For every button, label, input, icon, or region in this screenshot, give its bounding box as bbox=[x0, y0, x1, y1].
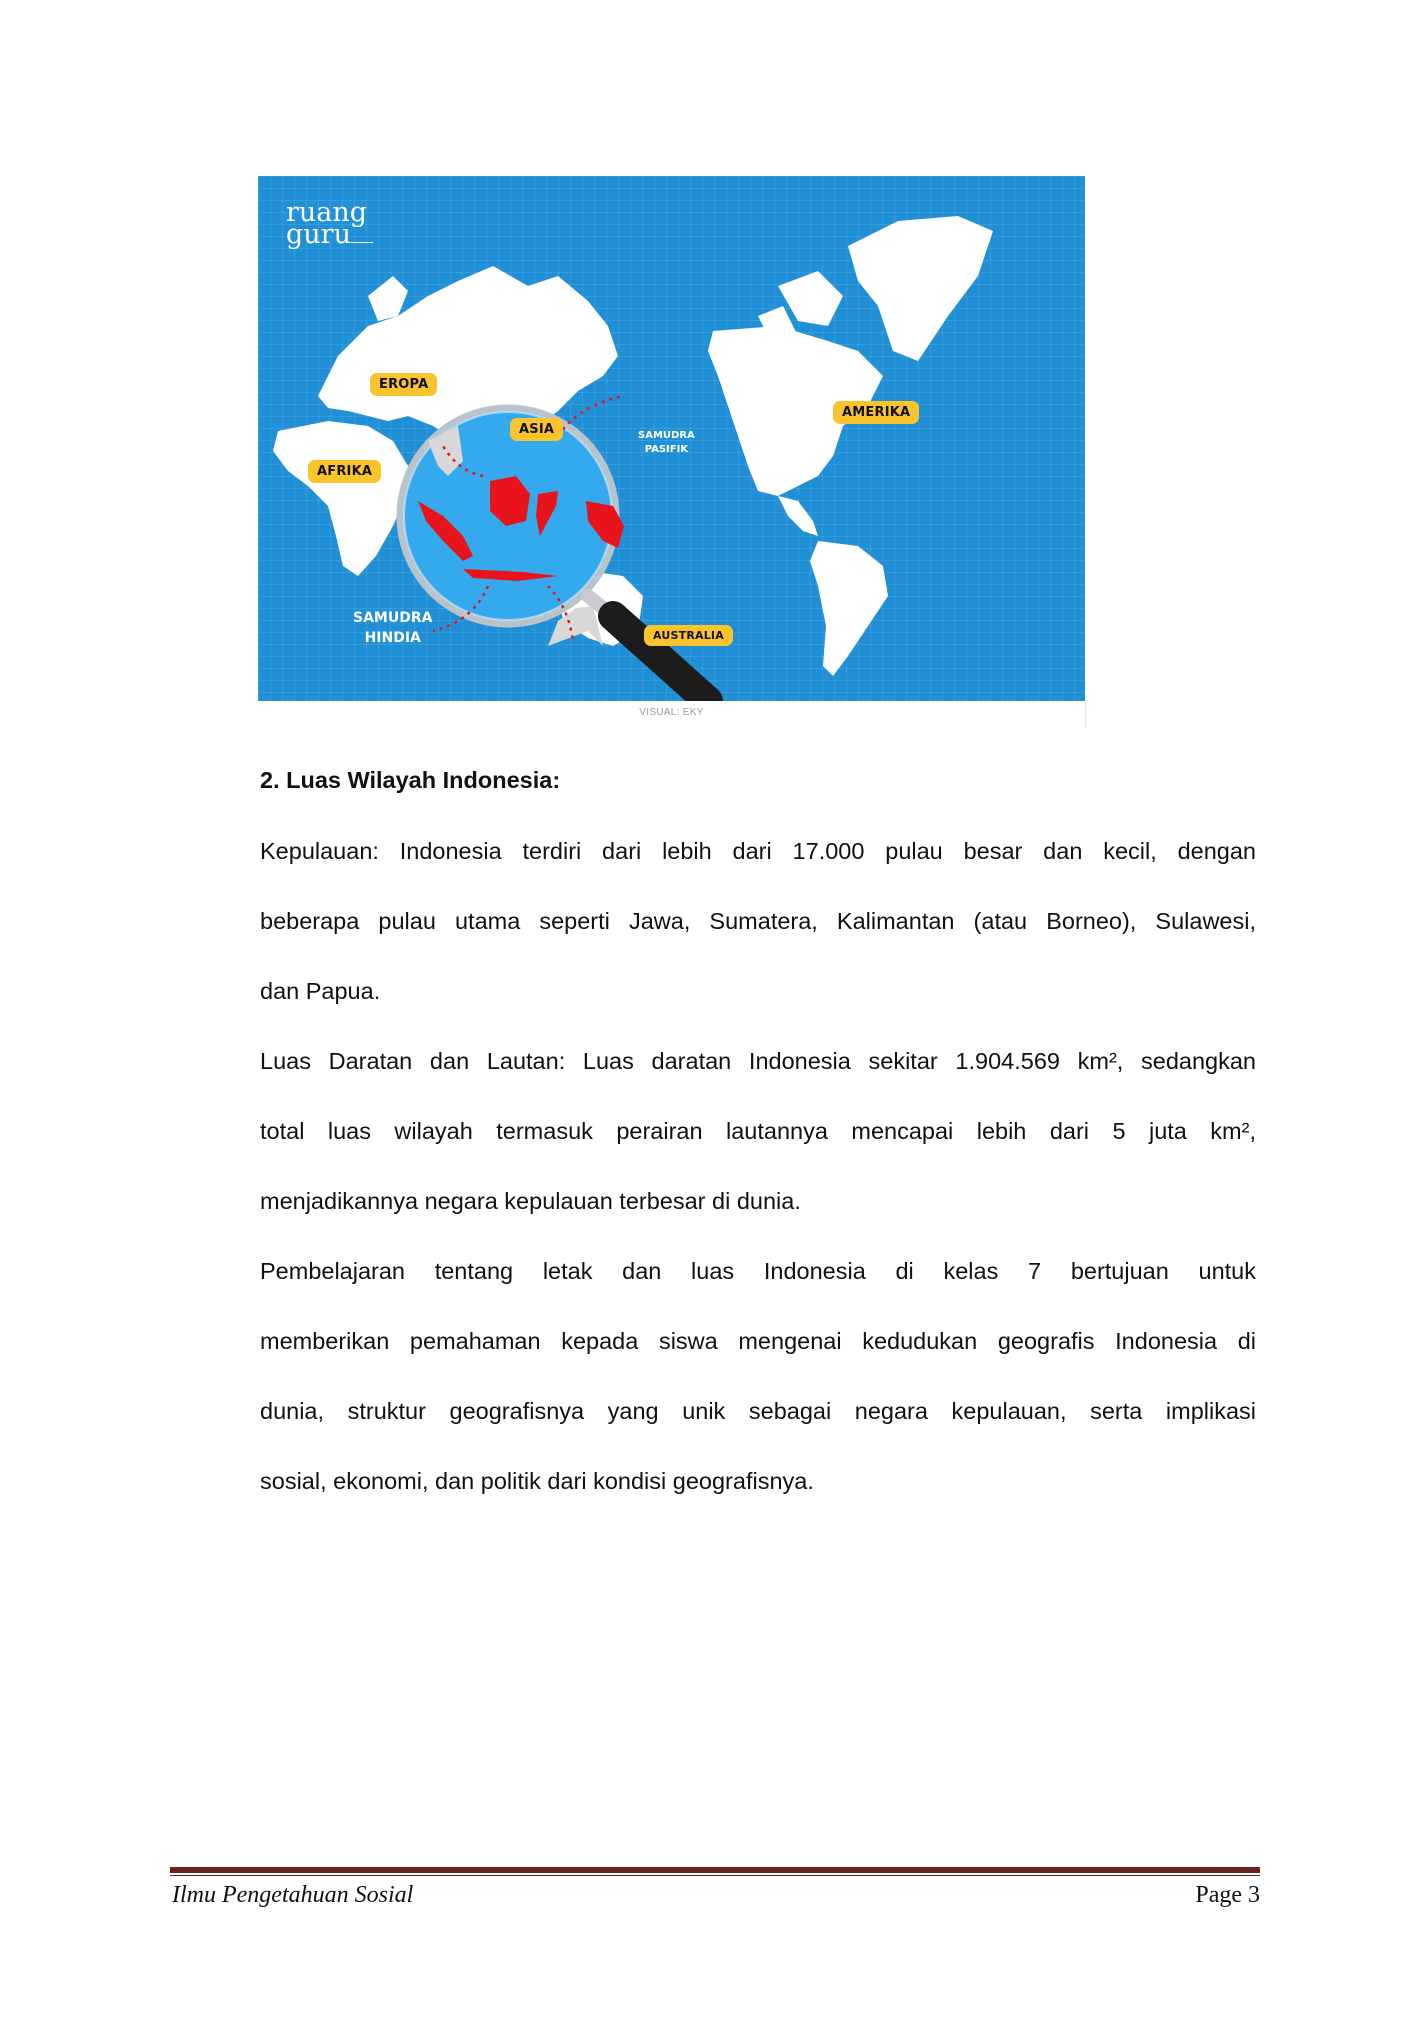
paragraph-line: dan Papua. bbox=[260, 978, 381, 1004]
paragraph-line: sosial, ekonomi, dan politik dari kondisi geografisnya. bbox=[260, 1468, 814, 1494]
paragraph-line: dunia, struktur geografisnya yang unik sebagai negara kepulauan, serta implikasi bbox=[260, 1398, 1256, 1424]
page-number: Page 3 bbox=[1195, 1882, 1260, 1908]
paragraph-line: total luas wilayah termasuk perairan lautannya mencapai lebih dari 5 juta km², bbox=[260, 1118, 1256, 1144]
paragraph-line: Kepulauan: Indonesia terdiri dari lebih dari 17.000 pulau besar dan kecil, dengan bbox=[260, 838, 1256, 864]
label-eropa: EROPA bbox=[370, 373, 437, 396]
label-samudra-pasifik: SAMUDRA PASIFIK bbox=[638, 430, 695, 455]
paragraph-line: beberapa pulau utama seperti Jawa, Sumatera, Kalimantan (atau Borneo), Sulawesi, bbox=[260, 908, 1256, 934]
ruangguru-logo: ruang guru bbox=[286, 202, 373, 246]
label-amerika: AMERIKA bbox=[833, 401, 919, 424]
footer-rule-thin bbox=[170, 1875, 1260, 1876]
map-figure bbox=[258, 176, 1085, 728]
image-caption-strip bbox=[258, 701, 1086, 728]
image-credit: VISUAL: EKY bbox=[639, 707, 704, 718]
world-map-image bbox=[258, 176, 1085, 701]
footer-rule-thick bbox=[170, 1867, 1260, 1873]
label-asia: ASIA bbox=[510, 418, 563, 441]
section-heading: 2. Luas Wilayah Indonesia: bbox=[260, 767, 561, 793]
label-afrika: AFRIKA bbox=[308, 460, 381, 483]
paragraph-line: menjadikannya negara kepulauan terbesar di dunia. bbox=[260, 1188, 801, 1214]
paragraph-line: Luas Daratan dan Lautan: Luas daratan Indonesia sekitar 1.904.569 km², sedangkan bbox=[260, 1048, 1256, 1074]
label-samudra-hindia: SAMUDRA HINDIA bbox=[353, 610, 433, 646]
label-australia: AUSTRALIA bbox=[644, 625, 733, 646]
paragraph-line: Pembelajaran tentang letak dan luas Indonesia di kelas 7 bertujuan untuk bbox=[260, 1258, 1256, 1284]
paragraph-line: memberikan pemahaman kepada siswa mengenai kedudukan geografis Indonesia di bbox=[260, 1328, 1256, 1354]
footer-title: Ilmu Pengetahuan Sosial bbox=[172, 1882, 414, 1908]
